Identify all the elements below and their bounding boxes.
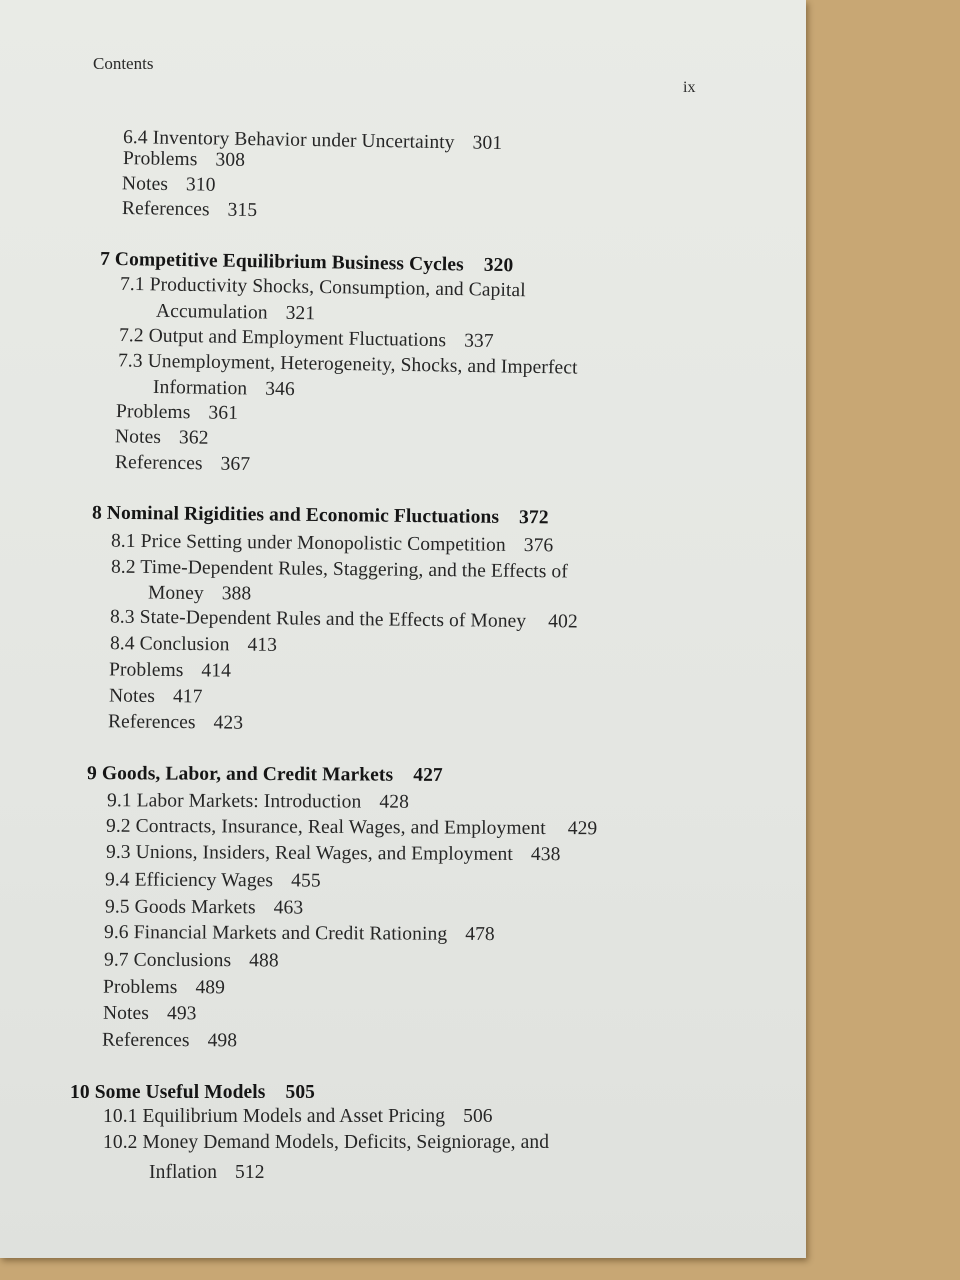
section-number: 9.4 bbox=[104, 869, 130, 891]
toc-entry-continued bbox=[153, 377, 295, 401]
chapter-page: 505 bbox=[285, 1082, 316, 1103]
section-number: 9.7 bbox=[103, 949, 129, 971]
toc-entry bbox=[123, 148, 245, 172]
toc-entry bbox=[102, 1030, 237, 1053]
toc-entry bbox=[103, 977, 225, 1000]
toc-entry bbox=[106, 842, 561, 866]
entry-title: Equilibrium Models and Asset Pricing bbox=[142, 1106, 446, 1127]
entry-title: Problems bbox=[108, 659, 184, 682]
chapter-number: 7 bbox=[99, 248, 111, 270]
entry-page: 498 bbox=[207, 1030, 238, 1052]
entry-title: Goods Markets bbox=[134, 896, 256, 919]
toc-entry bbox=[109, 686, 203, 709]
entry-page: 506 bbox=[463, 1106, 493, 1127]
section-number: 8.1 bbox=[110, 530, 136, 552]
entry-page: 428 bbox=[379, 791, 410, 813]
chapter-page: 372 bbox=[519, 507, 549, 529]
toc-entry bbox=[106, 816, 597, 841]
entry-title: References bbox=[101, 1029, 190, 1052]
entry-title: Conclusions bbox=[133, 949, 232, 972]
toc-entry bbox=[103, 1132, 549, 1154]
chapter-heading bbox=[92, 503, 549, 530]
entry-title: Information bbox=[152, 376, 248, 400]
toc-entry bbox=[110, 633, 277, 657]
entry-page: 488 bbox=[249, 950, 279, 972]
toc-entry bbox=[111, 557, 568, 584]
chapter-heading bbox=[70, 1082, 315, 1104]
toc-entry bbox=[119, 325, 494, 353]
entry-page: 308 bbox=[215, 149, 246, 171]
toc-entry bbox=[110, 607, 578, 634]
entry-page: 489 bbox=[195, 977, 226, 999]
entry-page: 463 bbox=[273, 897, 304, 919]
running-title: Contents bbox=[93, 54, 154, 73]
toc-entry bbox=[103, 1003, 197, 1025]
entry-title: Output and Employment Fluctuations bbox=[148, 325, 447, 352]
entry-page: 301 bbox=[472, 132, 503, 154]
toc-entry bbox=[122, 198, 258, 222]
section-number: 8.4 bbox=[109, 633, 135, 655]
toc-entry bbox=[118, 350, 578, 379]
entry-title: References bbox=[107, 711, 196, 734]
entry-title: Financial Markets and Credit Rationing bbox=[133, 922, 448, 945]
entry-title: References bbox=[114, 451, 203, 475]
chapter-page: 427 bbox=[413, 764, 443, 786]
entry-title: Unions, Insiders, Real Wages, and Employment bbox=[135, 841, 513, 865]
chapter-title: Competitive Equilibrium Business Cycles bbox=[114, 248, 464, 276]
toc-entry bbox=[103, 1106, 493, 1128]
entry-page: 367 bbox=[220, 453, 251, 476]
toc-entry bbox=[122, 173, 216, 196]
section-number: 9.6 bbox=[103, 921, 129, 944]
section-number: 8.3 bbox=[109, 606, 135, 628]
entry-page: 413 bbox=[247, 634, 278, 656]
chapter-title: Nominal Rigidities and Economic Fluctuations bbox=[106, 502, 500, 528]
entry-title: Inventory Behavior under Uncertainty bbox=[152, 127, 455, 154]
entry-title: Efficiency Wages bbox=[134, 869, 274, 892]
chapter-number: 9 bbox=[86, 763, 97, 785]
entry-page: 414 bbox=[201, 660, 232, 682]
toc-entry-continued bbox=[156, 301, 316, 325]
chapter-number: 10 bbox=[70, 1082, 90, 1103]
chapter-title: Goods, Labor, and Credit Markets bbox=[101, 763, 394, 786]
entry-title: State-Dependent Rules and the Effects of Money bbox=[139, 606, 527, 632]
chapter-title: Some Useful Models bbox=[94, 1082, 266, 1103]
entry-page: 478 bbox=[465, 923, 495, 946]
entry-title: Notes bbox=[108, 685, 156, 707]
toc-entry bbox=[104, 922, 495, 946]
entry-page: 361 bbox=[208, 402, 239, 424]
entry-title: Money Demand Models, Deficits, Seigniorage, and bbox=[142, 1132, 550, 1153]
section-number: 6.4 bbox=[122, 127, 148, 149]
entry-page: 376 bbox=[523, 535, 554, 557]
entry-title: Inflation bbox=[149, 1162, 218, 1183]
section-number: 10.1 bbox=[103, 1106, 138, 1127]
entry-title: Problems bbox=[102, 976, 178, 999]
section-number: 7.3 bbox=[117, 350, 143, 372]
toc-entry bbox=[108, 711, 243, 734]
section-number: 7.2 bbox=[118, 325, 144, 347]
entry-page: 362 bbox=[178, 427, 209, 449]
entry-title: Contracts, Insurance, Real Wages, and Employment bbox=[135, 815, 546, 840]
entry-title: Problems bbox=[115, 401, 191, 424]
entry-title: Unemployment, Heterogeneity, Shocks, and Imperfect bbox=[147, 350, 578, 379]
toc-entry-continued bbox=[148, 582, 252, 605]
entry-page: 493 bbox=[166, 1003, 197, 1025]
entry-page: 455 bbox=[291, 870, 321, 892]
entry-title: Money bbox=[147, 582, 204, 605]
entry-title: Labor Markets: Introduction bbox=[136, 790, 362, 813]
entry-page: 512 bbox=[235, 1162, 265, 1183]
entry-page: 423 bbox=[213, 712, 244, 734]
chapter-page: 320 bbox=[483, 254, 514, 277]
toc-entry bbox=[116, 401, 238, 425]
entry-page: 310 bbox=[185, 174, 216, 196]
toc-entry bbox=[105, 869, 321, 892]
entry-title: Price Setting under Monopolistic Competition bbox=[140, 530, 506, 556]
toc-entry-continued bbox=[149, 1162, 265, 1184]
entry-title: Notes bbox=[114, 426, 162, 448]
section-number: 10.2 bbox=[103, 1132, 138, 1153]
entry-page: 429 bbox=[567, 818, 598, 840]
section-number: 9.3 bbox=[105, 841, 131, 863]
entry-page: 337 bbox=[463, 330, 494, 352]
entry-title: Accumulation bbox=[155, 300, 268, 324]
entry-page: 321 bbox=[285, 302, 316, 325]
toc-entry bbox=[115, 452, 251, 476]
section-number: 9.1 bbox=[106, 790, 132, 812]
entry-title: Notes bbox=[121, 173, 169, 195]
entry-page: 315 bbox=[227, 199, 258, 222]
toc-entry bbox=[104, 950, 279, 973]
entry-title: References bbox=[121, 197, 210, 221]
toc-entry bbox=[105, 896, 303, 919]
toc-entry bbox=[107, 790, 409, 814]
toc-entry bbox=[111, 531, 554, 558]
page-number: ix bbox=[683, 79, 696, 96]
entry-title: Productivity Shocks, Consumption, and Capital bbox=[149, 274, 526, 302]
entry-page: 402 bbox=[548, 611, 578, 633]
section-number: 9.5 bbox=[104, 896, 130, 918]
toc-entry bbox=[120, 274, 526, 302]
chapter-number: 8 bbox=[91, 502, 102, 524]
entry-title: Notes bbox=[102, 1002, 150, 1024]
chapter-heading bbox=[87, 763, 443, 787]
toc-entry bbox=[115, 426, 209, 449]
section-number: 8.2 bbox=[110, 556, 136, 578]
toc-entry bbox=[109, 659, 231, 682]
entry-title: Time-Dependent Rules, Staggering, and the Effects of bbox=[140, 556, 569, 583]
entry-page: 388 bbox=[221, 583, 252, 605]
entry-page: 438 bbox=[530, 844, 561, 866]
chapter-heading bbox=[100, 249, 514, 277]
entry-title: Conclusion bbox=[139, 633, 230, 656]
entry-title: Problems bbox=[122, 148, 198, 171]
entry-page: 346 bbox=[265, 378, 295, 401]
entry-page: 417 bbox=[172, 686, 203, 708]
section-number: 7.1 bbox=[119, 273, 145, 296]
section-number: 9.2 bbox=[105, 815, 131, 837]
